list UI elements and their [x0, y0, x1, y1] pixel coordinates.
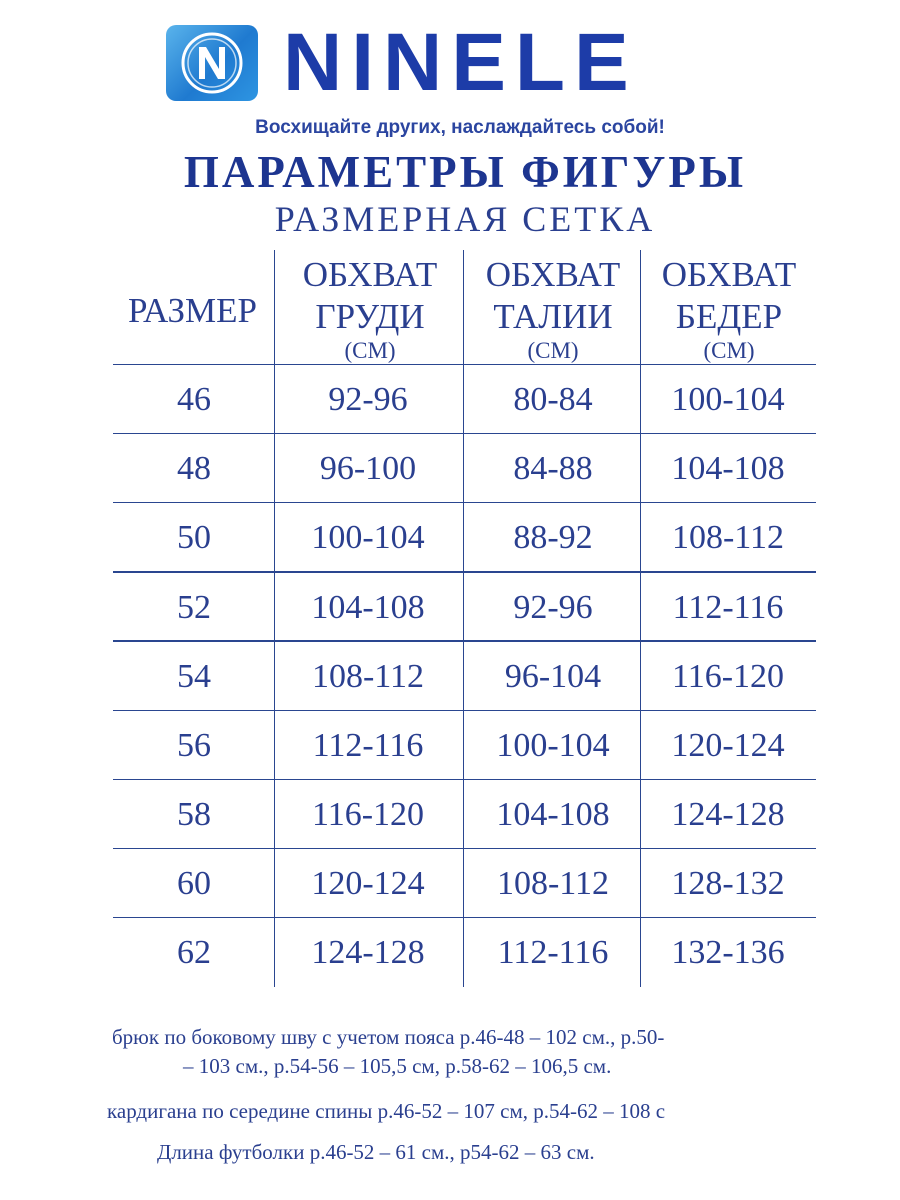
table-rule — [113, 640, 816, 642]
note-trousers-length: брюк по боковому шву с учетом пояса р.46-48 – 102 см., р.50- — [112, 1025, 665, 1049]
table-rule — [113, 502, 816, 503]
cell-hips: 104-108 — [671, 450, 785, 487]
note-trousers-length-cont: – 103 см., р.54-56 – 105,5 см, р.58-62 – 106,5 см. — [183, 1054, 612, 1078]
header-chest-unit: (СМ) — [344, 338, 396, 363]
cell-chest: 92-96 — [328, 381, 408, 418]
header-hips-line2: БЕДЕР — [675, 297, 783, 336]
cell-waist: 112-116 — [497, 934, 609, 971]
header-hips-line1: ОБХВАТ — [661, 255, 797, 294]
cell-chest: 108-112 — [311, 658, 425, 695]
cell-size: 62 — [177, 934, 211, 971]
cell-size: 58 — [177, 796, 211, 833]
cell-chest: 116-120 — [311, 796, 425, 833]
header-waist-unit: (СМ) — [527, 338, 579, 363]
cell-waist: 108-112 — [496, 865, 610, 902]
cell-hips: 100-104 — [671, 381, 785, 418]
table-rule — [113, 710, 816, 711]
header-waist-line1: ОБХВАТ — [485, 255, 621, 294]
cell-size: 46 — [177, 381, 211, 418]
table-rule — [113, 848, 816, 849]
header-hips — [640, 254, 818, 364]
cell-chest: 112-116 — [312, 727, 424, 764]
cell-waist: 96-104 — [504, 658, 602, 695]
header-waist-line2: ТАЛИИ — [493, 297, 613, 336]
ninele-n-badge-icon — [166, 25, 258, 101]
table-rule — [113, 779, 816, 780]
cell-waist: 88-92 — [513, 519, 593, 556]
cell-chest: 120-124 — [311, 865, 425, 902]
cell-size: 56 — [177, 727, 211, 764]
cell-hips: 128-132 — [671, 865, 785, 902]
cell-chest: 96-100 — [319, 450, 417, 487]
page-subtitle: РАЗМЕРНАЯ СЕТКА — [274, 199, 656, 239]
brand-tagline: Восхищайте других, наслаждайтесь собой! — [255, 117, 665, 138]
cell-waist: 104-108 — [496, 796, 610, 833]
header-waist — [464, 254, 642, 364]
cell-size: 54 — [177, 658, 211, 695]
cell-chest: 124-128 — [311, 934, 425, 971]
table-rule — [113, 364, 816, 365]
cell-hips: 132-136 — [671, 934, 785, 971]
cell-waist: 84-88 — [513, 450, 593, 487]
cell-hips: 116-120 — [671, 658, 785, 695]
brand-name: NINELE — [283, 17, 638, 108]
cell-size: 50 — [177, 519, 211, 556]
page-title: ПАРАМЕТРЫ ФИГУРЫ — [183, 147, 747, 197]
table-rule — [113, 433, 816, 434]
logo-header — [0, 0, 900, 110]
cell-hips: 112-116 — [672, 589, 784, 626]
cell-size: 60 — [177, 865, 211, 902]
cell-waist: 92-96 — [513, 589, 593, 626]
cell-size: 48 — [177, 450, 211, 487]
note-cardigan-length: кардигана по середине спины р.46-52 – 107 см, р.54-62 – 108 с — [107, 1099, 666, 1123]
table-rule — [113, 917, 816, 918]
header-chest-line2: ГРУДИ — [315, 297, 425, 336]
cell-size: 52 — [177, 589, 211, 626]
cell-hips: 124-128 — [671, 796, 785, 833]
cell-chest: 104-108 — [311, 589, 425, 626]
cell-waist: 80-84 — [513, 381, 593, 418]
cell-hips: 120-124 — [671, 727, 785, 764]
cell-hips: 108-112 — [671, 519, 785, 556]
header-size — [110, 290, 275, 332]
cell-waist: 100-104 — [496, 727, 610, 764]
table-rule — [113, 571, 816, 573]
note-tshirt-length: Длина футболки р.46-52 – 61 см., р54-62 – 63 см. — [157, 1140, 595, 1164]
header-hips-unit: (СМ) — [703, 338, 755, 363]
header-size-label: РАЗМЕР — [128, 291, 257, 330]
cell-chest: 100-104 — [311, 519, 425, 556]
header-chest-line1: ОБХВАТ — [302, 255, 438, 294]
header-chest — [276, 254, 464, 364]
